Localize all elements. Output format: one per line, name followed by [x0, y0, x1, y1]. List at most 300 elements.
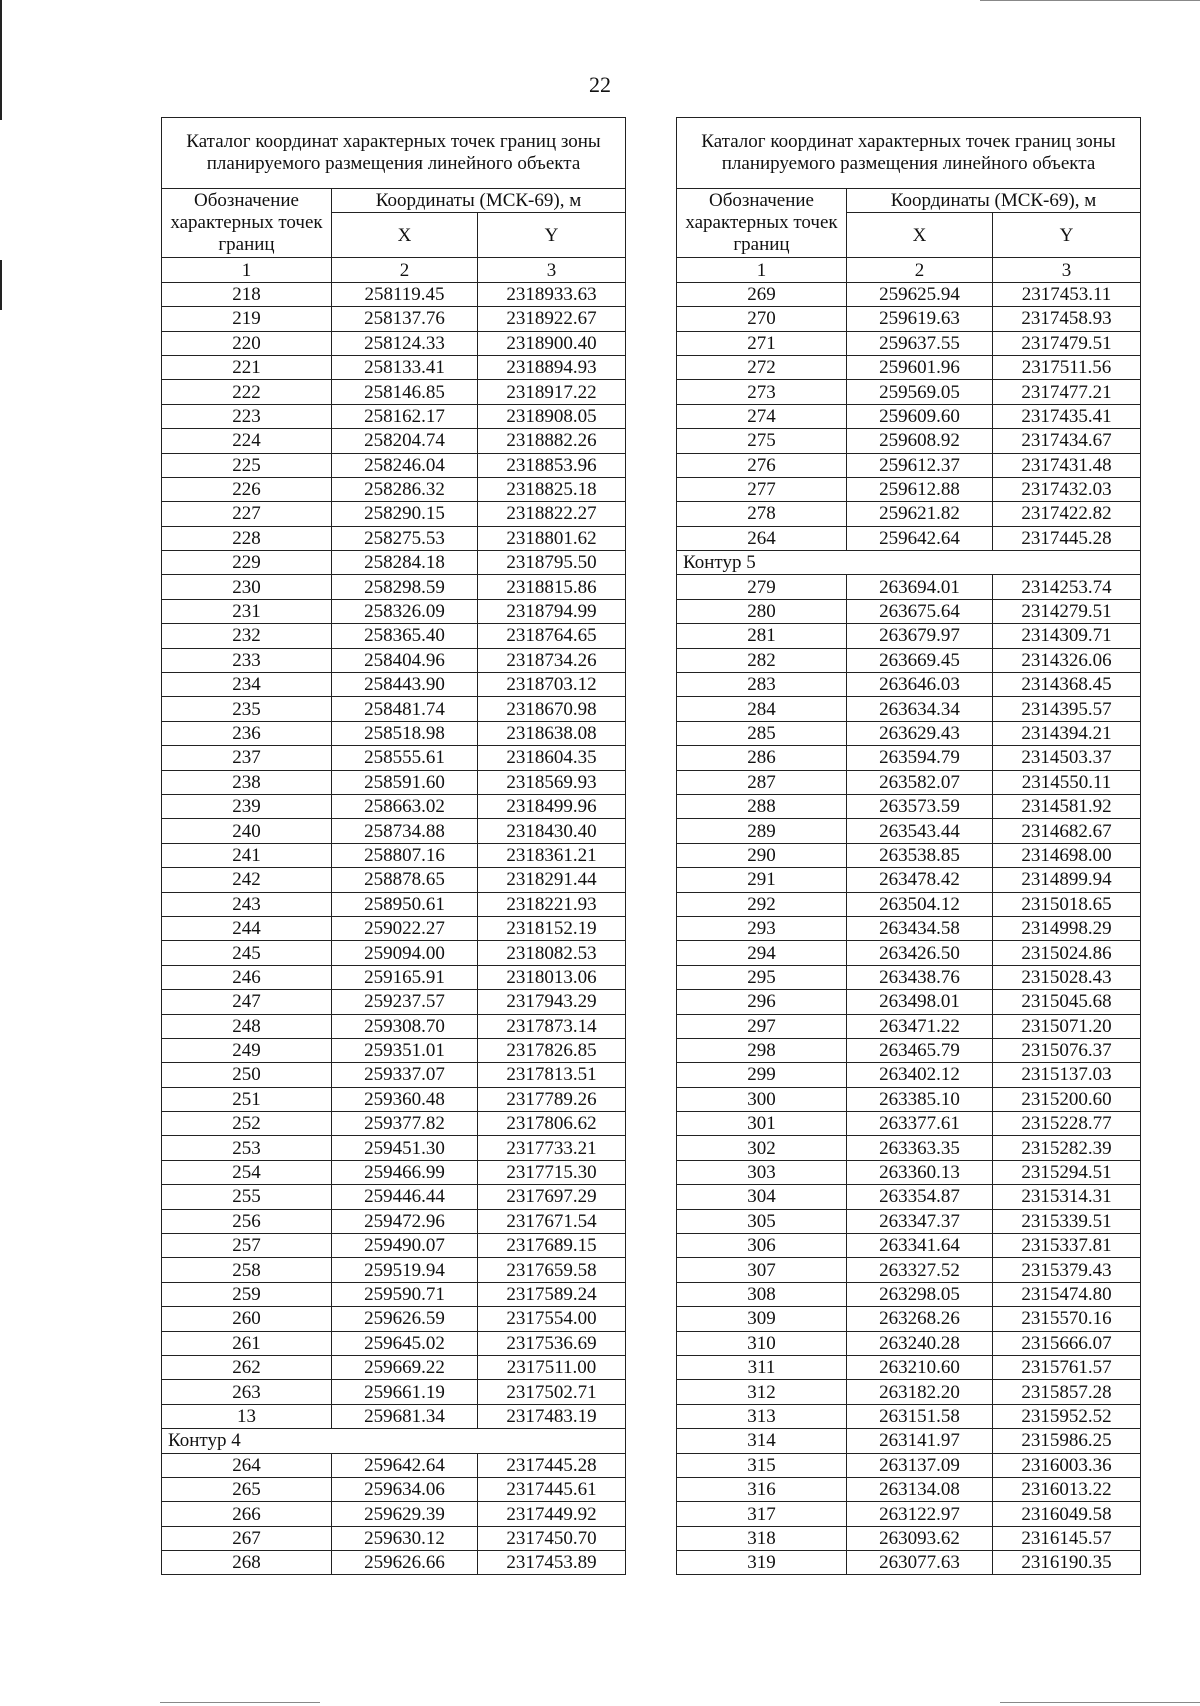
table-row: [162, 453, 626, 477]
scan-edge-mark: [980, 0, 1200, 1]
point-number-cell: 264: [677, 526, 847, 550]
x-coordinate-cell: 258124.33: [332, 331, 478, 355]
x-coordinate-cell: 263385.10: [847, 1087, 993, 1111]
x-coordinate-cell: 258146.85: [332, 380, 478, 404]
header-designation: Обозначение характерных точек границ: [677, 189, 847, 258]
x-coordinate-cell: 258555.61: [332, 746, 478, 770]
table-body: [162, 282, 626, 1575]
point-number-cell: 254: [162, 1160, 332, 1184]
column-number: 3: [478, 258, 626, 282]
table-row: [162, 331, 626, 355]
x-coordinate-cell: 258286.32: [332, 477, 478, 501]
x-coordinate-cell: 263646.03: [847, 673, 993, 697]
x-coordinate-cell: 263377.61: [847, 1112, 993, 1136]
point-number-cell: 279: [677, 575, 847, 599]
table-row: [162, 1258, 626, 1282]
y-coordinate-cell: 2315071.20: [993, 1014, 1141, 1038]
header-coordinates: Координаты (МСК-69), м: [847, 189, 1141, 213]
y-coordinate-cell: 2315337.81: [993, 1234, 1141, 1258]
point-number-cell: 292: [677, 892, 847, 916]
x-coordinate-cell: 258133.41: [332, 355, 478, 379]
table-row: [677, 1160, 1141, 1184]
table-title: Каталог координат характерных точек границ зоны планируемого размещения линейного объекта: [677, 118, 1141, 189]
x-coordinate-cell: 263268.26: [847, 1307, 993, 1331]
x-coordinate-cell: 263504.12: [847, 892, 993, 916]
header-x: X: [332, 213, 478, 258]
scan-edge-mark: [0, 0, 2, 120]
y-coordinate-cell: 2317697.29: [478, 1185, 626, 1209]
table-row: [677, 1355, 1141, 1379]
point-number-cell: 282: [677, 648, 847, 672]
x-coordinate-cell: 259351.01: [332, 1038, 478, 1062]
point-number-cell: 260: [162, 1307, 332, 1331]
y-coordinate-cell: 2318082.53: [478, 941, 626, 965]
y-coordinate-cell: 2317873.14: [478, 1014, 626, 1038]
x-coordinate-cell: 258443.90: [332, 673, 478, 697]
table-row: [677, 1551, 1141, 1575]
x-coordinate-cell: 258591.60: [332, 770, 478, 794]
table-row: [677, 477, 1141, 501]
x-coordinate-cell: 259609.60: [847, 404, 993, 428]
point-number-cell: 309: [677, 1307, 847, 1331]
x-coordinate-cell: 259630.12: [332, 1526, 478, 1550]
table-row: [677, 819, 1141, 843]
header-y: Y: [993, 213, 1141, 258]
y-coordinate-cell: 2317483.19: [478, 1404, 626, 1428]
table-row: [677, 282, 1141, 306]
point-number-cell: 225: [162, 453, 332, 477]
table-row: [677, 965, 1141, 989]
y-coordinate-cell: 2318917.22: [478, 380, 626, 404]
table-row: [677, 1209, 1141, 1233]
y-coordinate-cell: 2317479.51: [993, 331, 1141, 355]
y-coordinate-cell: 2317671.54: [478, 1209, 626, 1233]
table-row: [162, 282, 626, 306]
y-coordinate-cell: 2317453.89: [478, 1551, 626, 1575]
x-coordinate-cell: 259237.57: [332, 990, 478, 1014]
y-coordinate-cell: 2314998.29: [993, 916, 1141, 940]
table-row: [162, 1038, 626, 1062]
y-coordinate-cell: 2317431.48: [993, 453, 1141, 477]
x-coordinate-cell: 259626.59: [332, 1307, 478, 1331]
table-row: [677, 1234, 1141, 1258]
y-coordinate-cell: 2317435.41: [993, 404, 1141, 428]
x-coordinate-cell: 258950.61: [332, 892, 478, 916]
x-coordinate-cell: 263434.58: [847, 916, 993, 940]
contour-label: Контур 4: [162, 1429, 626, 1453]
point-number-cell: 222: [162, 380, 332, 404]
y-coordinate-cell: 2317511.56: [993, 355, 1141, 379]
point-number-cell: 229: [162, 551, 332, 575]
x-coordinate-cell: 263426.50: [847, 941, 993, 965]
x-coordinate-cell: 258298.59: [332, 575, 478, 599]
y-coordinate-cell: 2315076.37: [993, 1038, 1141, 1062]
point-number-cell: 298: [677, 1038, 847, 1062]
table-row: [162, 1380, 626, 1404]
point-number-cell: 221: [162, 355, 332, 379]
x-coordinate-cell: 263594.79: [847, 746, 993, 770]
y-coordinate-cell: 2317511.00: [478, 1355, 626, 1379]
table-row: [162, 770, 626, 794]
point-number-cell: 227: [162, 502, 332, 526]
x-coordinate-cell: 259637.55: [847, 331, 993, 355]
y-coordinate-cell: 2318794.99: [478, 599, 626, 623]
point-number-cell: 224: [162, 429, 332, 453]
point-number-cell: 241: [162, 843, 332, 867]
x-coordinate-cell: 259626.66: [332, 1551, 478, 1575]
y-coordinate-cell: 2318795.50: [478, 551, 626, 575]
point-number-cell: 253: [162, 1136, 332, 1160]
y-coordinate-cell: 2317422.82: [993, 502, 1141, 526]
x-coordinate-cell: 258878.65: [332, 868, 478, 892]
table-row: [162, 307, 626, 331]
y-coordinate-cell: 2317453.11: [993, 282, 1141, 306]
table-row: [677, 1282, 1141, 1306]
x-coordinate-cell: 259519.94: [332, 1258, 478, 1282]
x-coordinate-cell: 263694.01: [847, 575, 993, 599]
point-number-cell: 271: [677, 331, 847, 355]
point-number-cell: 223: [162, 404, 332, 428]
table-row: [677, 1477, 1141, 1501]
x-coordinate-cell: 258290.15: [332, 502, 478, 526]
table-row: [162, 916, 626, 940]
table-row: [162, 746, 626, 770]
x-coordinate-cell: 259022.27: [332, 916, 478, 940]
point-number-cell: 233: [162, 648, 332, 672]
x-coordinate-cell: 258284.18: [332, 551, 478, 575]
x-coordinate-cell: 259645.02: [332, 1331, 478, 1355]
y-coordinate-cell: 2317445.28: [993, 526, 1141, 550]
y-coordinate-cell: 2318853.96: [478, 453, 626, 477]
table-row: [677, 673, 1141, 697]
point-number-cell: 296: [677, 990, 847, 1014]
table-row: [677, 624, 1141, 648]
table-row: [677, 404, 1141, 428]
point-number-cell: 237: [162, 746, 332, 770]
point-number-cell: 236: [162, 721, 332, 745]
header-y: Y: [478, 213, 626, 258]
header-coordinates: Координаты (МСК-69), м: [332, 189, 626, 213]
table-row: [677, 355, 1141, 379]
y-coordinate-cell: 2318734.26: [478, 648, 626, 672]
table-row: [677, 1136, 1141, 1160]
point-number-cell: 278: [677, 502, 847, 526]
y-coordinate-cell: 2314279.51: [993, 599, 1141, 623]
y-coordinate-cell: 2315314.31: [993, 1185, 1141, 1209]
table-row: [162, 892, 626, 916]
table-row: [162, 990, 626, 1014]
point-number-cell: 276: [677, 453, 847, 477]
point-number-cell: 242: [162, 868, 332, 892]
table-row: [677, 916, 1141, 940]
x-coordinate-cell: 263347.37: [847, 1209, 993, 1233]
table-row: [677, 1258, 1141, 1282]
point-number-cell: 243: [162, 892, 332, 916]
x-coordinate-cell: 259642.64: [332, 1453, 478, 1477]
y-coordinate-cell: 2314394.21: [993, 721, 1141, 745]
point-number-cell: 240: [162, 819, 332, 843]
x-coordinate-cell: 263354.87: [847, 1185, 993, 1209]
point-number-cell: 261: [162, 1331, 332, 1355]
point-number-cell: 310: [677, 1331, 847, 1355]
point-number-cell: 316: [677, 1477, 847, 1501]
x-coordinate-cell: 258326.09: [332, 599, 478, 623]
table-row: [677, 1331, 1141, 1355]
table-row: [677, 1380, 1141, 1404]
x-coordinate-cell: 259590.71: [332, 1282, 478, 1306]
table-row: [162, 624, 626, 648]
table-row: [677, 794, 1141, 818]
table-row: [677, 1038, 1141, 1062]
point-number-cell: 314: [677, 1429, 847, 1453]
table-row: [677, 380, 1141, 404]
table-row: [162, 965, 626, 989]
y-coordinate-cell: 2315282.39: [993, 1136, 1141, 1160]
x-coordinate-cell: 263240.28: [847, 1331, 993, 1355]
point-number-cell: 269: [677, 282, 847, 306]
point-number-cell: 285: [677, 721, 847, 745]
y-coordinate-cell: 2315200.60: [993, 1087, 1141, 1111]
x-coordinate-cell: 259681.34: [332, 1404, 478, 1428]
point-number-cell: 230: [162, 575, 332, 599]
y-coordinate-cell: 2314309.71: [993, 624, 1141, 648]
y-coordinate-cell: 2318604.35: [478, 746, 626, 770]
x-coordinate-cell: 259472.96: [332, 1209, 478, 1233]
x-coordinate-cell: 263573.59: [847, 794, 993, 818]
x-coordinate-cell: 259094.00: [332, 941, 478, 965]
point-number-cell: 305: [677, 1209, 847, 1233]
table-row: [677, 502, 1141, 526]
point-number-cell: 318: [677, 1526, 847, 1550]
column-number-row: [162, 258, 626, 282]
point-number-cell: 250: [162, 1063, 332, 1087]
point-number-cell: 306: [677, 1234, 847, 1258]
y-coordinate-cell: 2318815.86: [478, 575, 626, 599]
point-number-cell: 235: [162, 697, 332, 721]
x-coordinate-cell: 259377.82: [332, 1112, 478, 1136]
point-number-cell: 219: [162, 307, 332, 331]
x-coordinate-cell: 258404.96: [332, 648, 478, 672]
table-row: [162, 1404, 626, 1428]
x-coordinate-cell: 259619.63: [847, 307, 993, 331]
x-coordinate-cell: 263402.12: [847, 1063, 993, 1087]
point-number-cell: 268: [162, 1551, 332, 1575]
point-number-cell: 244: [162, 916, 332, 940]
y-coordinate-cell: 2317689.15: [478, 1234, 626, 1258]
point-number-cell: 226: [162, 477, 332, 501]
y-coordinate-cell: 2318825.18: [478, 477, 626, 501]
x-coordinate-cell: 263538.85: [847, 843, 993, 867]
y-coordinate-cell: 2318822.27: [478, 502, 626, 526]
x-coordinate-cell: 263675.64: [847, 599, 993, 623]
table-row: [162, 1087, 626, 1111]
y-coordinate-cell: 2318361.21: [478, 843, 626, 867]
table-row: [162, 941, 626, 965]
column-number: 2: [847, 258, 993, 282]
y-coordinate-cell: 2317813.51: [478, 1063, 626, 1087]
y-coordinate-cell: 2317445.61: [478, 1477, 626, 1501]
point-number-cell: 283: [677, 673, 847, 697]
table-row: [162, 1063, 626, 1087]
table-row: [162, 404, 626, 428]
point-number-cell: 246: [162, 965, 332, 989]
x-coordinate-cell: 263629.43: [847, 721, 993, 745]
point-number-cell: 311: [677, 1355, 847, 1379]
y-coordinate-cell: 2317589.24: [478, 1282, 626, 1306]
x-coordinate-cell: 259308.70: [332, 1014, 478, 1038]
x-coordinate-cell: 263341.64: [847, 1234, 993, 1258]
y-coordinate-cell: 2318638.08: [478, 721, 626, 745]
x-coordinate-cell: 263210.60: [847, 1355, 993, 1379]
table-row: [162, 721, 626, 745]
point-number-cell: 258: [162, 1258, 332, 1282]
table-row: [677, 1453, 1141, 1477]
table-row: [162, 1160, 626, 1184]
point-number-cell: 267: [162, 1526, 332, 1550]
point-number-cell: 220: [162, 331, 332, 355]
point-number-cell: 256: [162, 1209, 332, 1233]
y-coordinate-cell: 2318152.19: [478, 916, 626, 940]
point-number-cell: 266: [162, 1502, 332, 1526]
x-coordinate-cell: 259621.82: [847, 502, 993, 526]
contour-row: [677, 551, 1141, 575]
table-row: [677, 697, 1141, 721]
x-coordinate-cell: 263465.79: [847, 1038, 993, 1062]
y-coordinate-cell: 2317826.85: [478, 1038, 626, 1062]
y-coordinate-cell: 2318882.26: [478, 429, 626, 453]
table-row: [677, 648, 1141, 672]
coordinate-table-left: [161, 117, 626, 1575]
x-coordinate-cell: 263360.13: [847, 1160, 993, 1184]
x-coordinate-cell: 258481.74: [332, 697, 478, 721]
x-coordinate-cell: 263151.58: [847, 1404, 993, 1428]
x-coordinate-cell: 259661.19: [332, 1380, 478, 1404]
point-number-cell: 288: [677, 794, 847, 818]
x-coordinate-cell: 259608.92: [847, 429, 993, 453]
table-row: [162, 673, 626, 697]
table-row: [677, 843, 1141, 867]
table-row: [162, 1234, 626, 1258]
table-row: [677, 1185, 1141, 1209]
x-coordinate-cell: 259612.37: [847, 453, 993, 477]
column-number: 2: [332, 258, 478, 282]
x-coordinate-cell: 263093.62: [847, 1526, 993, 1550]
y-coordinate-cell: 2317502.71: [478, 1380, 626, 1404]
y-coordinate-cell: 2318291.44: [478, 868, 626, 892]
point-number-cell: 218: [162, 282, 332, 306]
x-coordinate-cell: 263363.35: [847, 1136, 993, 1160]
scan-edge-mark: [1000, 1702, 1200, 1703]
x-coordinate-cell: 258807.16: [332, 843, 478, 867]
point-number-cell: 262: [162, 1355, 332, 1379]
table-row: [162, 648, 626, 672]
point-number-cell: 287: [677, 770, 847, 794]
table-row: [677, 892, 1141, 916]
x-coordinate-cell: 259601.96: [847, 355, 993, 379]
y-coordinate-cell: 2314326.06: [993, 648, 1141, 672]
y-coordinate-cell: 2314395.57: [993, 697, 1141, 721]
y-coordinate-cell: 2318703.12: [478, 673, 626, 697]
x-coordinate-cell: 263298.05: [847, 1282, 993, 1306]
column-number-row: [677, 258, 1141, 282]
y-coordinate-cell: 2318670.98: [478, 697, 626, 721]
x-coordinate-cell: 263498.01: [847, 990, 993, 1014]
column-number: 1: [677, 258, 847, 282]
point-number-cell: 273: [677, 380, 847, 404]
point-number-cell: 304: [677, 1185, 847, 1209]
table-row: [162, 355, 626, 379]
y-coordinate-cell: 2318013.06: [478, 965, 626, 989]
point-number-cell: 259: [162, 1282, 332, 1306]
y-coordinate-cell: 2315761.57: [993, 1355, 1141, 1379]
table-row: [677, 1526, 1141, 1550]
y-coordinate-cell: 2317789.26: [478, 1087, 626, 1111]
y-coordinate-cell: 2315952.52: [993, 1404, 1141, 1428]
y-coordinate-cell: 2314899.94: [993, 868, 1141, 892]
point-number-cell: 245: [162, 941, 332, 965]
point-number-cell: 300: [677, 1087, 847, 1111]
point-number-cell: 239: [162, 794, 332, 818]
scan-edge-mark: [160, 1702, 320, 1703]
y-coordinate-cell: 2318801.62: [478, 526, 626, 550]
y-coordinate-cell: 2318922.67: [478, 307, 626, 331]
x-coordinate-cell: 258204.74: [332, 429, 478, 453]
x-coordinate-cell: 259165.91: [332, 965, 478, 989]
table-row: [162, 1282, 626, 1306]
y-coordinate-cell: 2315666.07: [993, 1331, 1141, 1355]
point-number-cell: 307: [677, 1258, 847, 1282]
y-coordinate-cell: 2317554.00: [478, 1307, 626, 1331]
x-coordinate-cell: 259451.30: [332, 1136, 478, 1160]
x-coordinate-cell: 259642.64: [847, 526, 993, 550]
table-row: [162, 819, 626, 843]
x-coordinate-cell: 258137.76: [332, 307, 478, 331]
point-number-cell: 301: [677, 1112, 847, 1136]
x-coordinate-cell: 263077.63: [847, 1551, 993, 1575]
y-coordinate-cell: 2314581.92: [993, 794, 1141, 818]
point-number-cell: 289: [677, 819, 847, 843]
point-number-cell: 248: [162, 1014, 332, 1038]
point-number-cell: 263: [162, 1380, 332, 1404]
y-coordinate-cell: 2317477.21: [993, 380, 1141, 404]
point-number-cell: 270: [677, 307, 847, 331]
y-coordinate-cell: 2317449.92: [478, 1502, 626, 1526]
table-row: [677, 1404, 1141, 1428]
x-coordinate-cell: 263679.97: [847, 624, 993, 648]
table-row: [162, 1551, 626, 1575]
x-coordinate-cell: 263141.97: [847, 1429, 993, 1453]
table-row: [677, 526, 1141, 550]
y-coordinate-cell: 2317715.30: [478, 1160, 626, 1184]
table-row: [162, 1453, 626, 1477]
point-number-cell: 280: [677, 599, 847, 623]
table-row: [677, 429, 1141, 453]
table-row: [162, 1112, 626, 1136]
x-coordinate-cell: 259625.94: [847, 282, 993, 306]
point-number-cell: 281: [677, 624, 847, 648]
table-row: [677, 1307, 1141, 1331]
y-coordinate-cell: 2316145.57: [993, 1526, 1141, 1550]
header-x: X: [847, 213, 993, 258]
y-coordinate-cell: 2315294.51: [993, 1160, 1141, 1184]
point-number-cell: 257: [162, 1234, 332, 1258]
point-number-cell: 293: [677, 916, 847, 940]
table-row: [677, 1502, 1141, 1526]
column-number: 1: [162, 258, 332, 282]
point-number-cell: 303: [677, 1160, 847, 1184]
point-number-cell: 315: [677, 1453, 847, 1477]
y-coordinate-cell: 2315986.25: [993, 1429, 1141, 1453]
